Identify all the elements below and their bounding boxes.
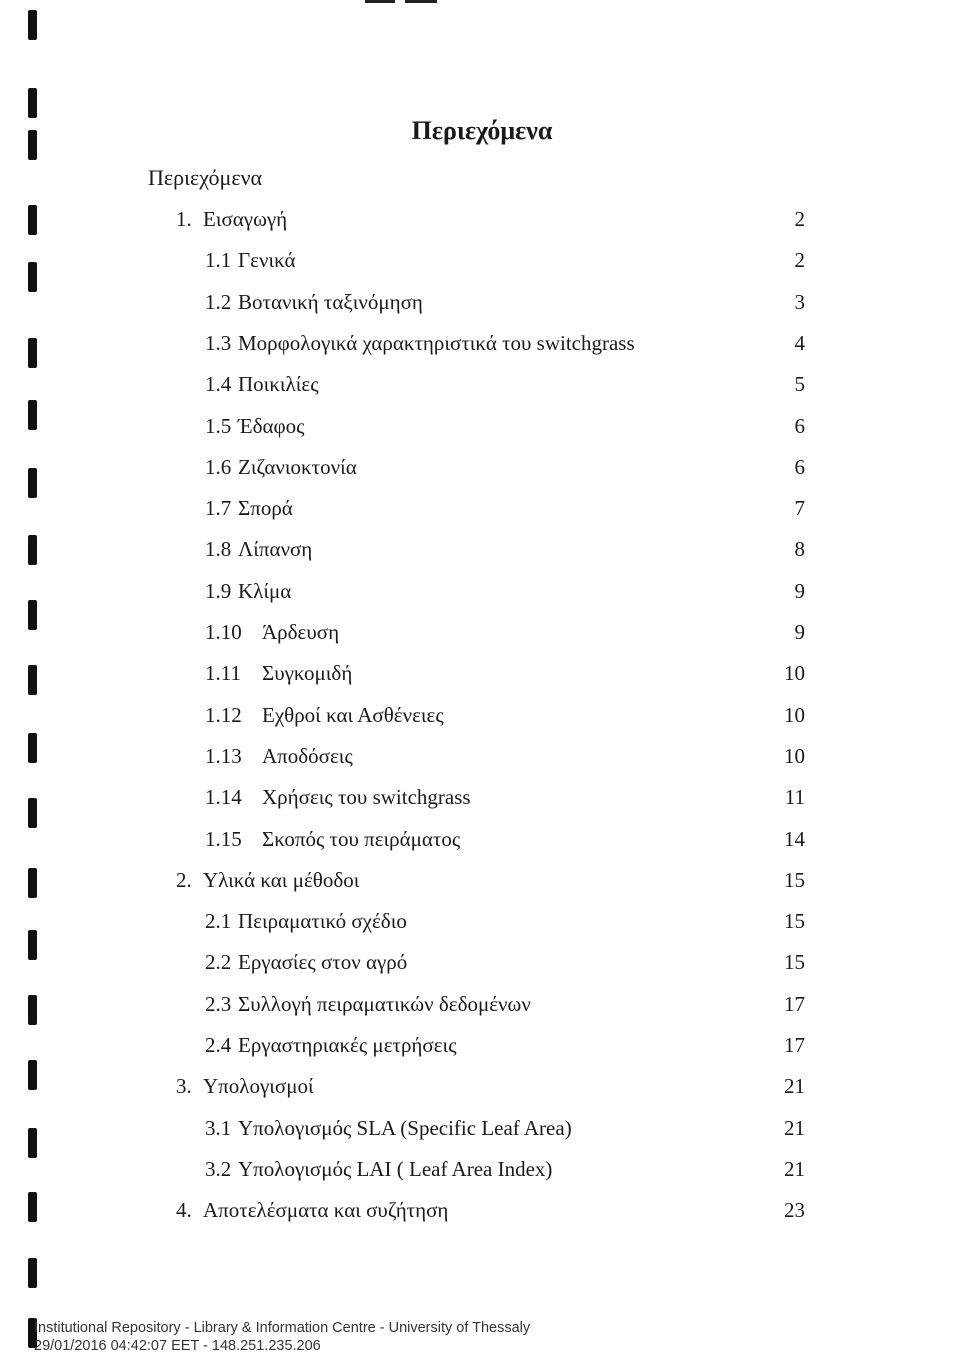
toc-entry [0, 658, 960, 688]
toc-entry-title: Συλλογή πειραματικών δεδομένων [238, 992, 531, 1016]
toc-entry-page: 21 [784, 1157, 805, 1181]
toc-entry [0, 617, 960, 647]
toc-entry-number: 1.13 [205, 744, 242, 768]
toc-entry [0, 865, 960, 895]
toc-entry-title: Λίπανση [238, 537, 313, 561]
toc-entry [0, 287, 960, 317]
toc-entry-page: 9 [794, 620, 805, 644]
toc-entry [0, 534, 960, 564]
toc-entry-page: 10 [784, 703, 805, 727]
binding-mark [28, 1258, 37, 1288]
toc-entry-number: 1.8 [205, 537, 232, 561]
toc-entry-title: Σκοπός του πειράματος [262, 827, 461, 851]
toc-entry-number: 3.1 [205, 1116, 232, 1140]
toc-entry-page: 15 [784, 950, 805, 974]
footer-line-1: Institutional Repository - Library & Information Centre - University of Thessaly [34, 1320, 531, 1336]
toc-entry-title: Έδαφος [238, 414, 305, 438]
footer-line-2: 29/01/2016 04:42:07 EET - 148.251.235.206 [34, 1338, 321, 1354]
toc-entry [0, 700, 960, 730]
toc-entry-page: 5 [794, 372, 805, 396]
toc-entry-title: Αποτελέσματα και συζήτηση [203, 1198, 449, 1222]
toc-entry-title: Εργασίες στον αγρό [238, 950, 408, 974]
scan-top-line [405, 0, 437, 3]
toc-entry-title: Γενικά [238, 248, 296, 272]
toc-entry-page: 23 [784, 1198, 805, 1222]
toc-entry-number: 2.1 [205, 909, 232, 933]
toc-entry [0, 1030, 960, 1060]
toc-entry-number: 2.4 [205, 1033, 232, 1057]
binding-mark [28, 88, 37, 118]
toc-entry-page: 2 [794, 248, 805, 272]
toc-entry-page: 2 [794, 207, 805, 231]
toc-entry-page: 17 [784, 992, 805, 1016]
toc-entry-title: Εργαστηριακές μετρήσεις [238, 1033, 457, 1057]
toc-entry-page: 9 [794, 579, 805, 603]
binding-mark [28, 10, 37, 40]
toc-entry-page: 3 [794, 290, 805, 314]
toc-entry-number: 1.3 [205, 331, 232, 355]
toc-entry-number: 1.7 [205, 496, 232, 520]
toc-entry-page: 17 [784, 1033, 805, 1057]
toc-entry-page: 15 [784, 868, 805, 892]
toc-entry-number: 4. [176, 1198, 192, 1222]
toc-entry-page: 11 [784, 785, 805, 809]
toc-entry-title: Υπολογισμός SLA (Specific Leaf Area) [238, 1116, 572, 1140]
toc-entry-number: 3. [176, 1074, 192, 1098]
toc-entry-title: Βοτανική ταξινόμηση [238, 290, 423, 314]
toc-entry-number: 2. [176, 868, 192, 892]
toc-entry-page: 15 [784, 909, 805, 933]
toc-entry-number: 1.1 [205, 248, 232, 272]
toc-entry-page: 21 [784, 1074, 805, 1098]
toc-entry [0, 906, 960, 936]
toc-entry [0, 1154, 960, 1184]
toc-entry [0, 411, 960, 441]
toc-entry-number: 1.14 [205, 785, 242, 809]
page-title-text: Περιεχόμενα [411, 116, 553, 145]
toc-entry-title: Αποδόσεις [262, 744, 353, 768]
toc-entry [0, 1071, 960, 1101]
toc-entry [0, 204, 960, 234]
toc-entry-number: 1.6 [205, 455, 232, 479]
toc-entry [0, 1113, 960, 1143]
toc-entry-page: 10 [784, 661, 805, 685]
toc-entry [0, 782, 960, 812]
toc-entry [0, 824, 960, 854]
toc-entry-number: 1.2 [205, 290, 232, 314]
toc-entry-page: 6 [794, 455, 805, 479]
toc-entry-title: Εχθροί και Ασθένειες [262, 703, 444, 727]
toc-entry-page: 7 [794, 496, 805, 520]
toc-entry [0, 493, 960, 523]
toc-entry [0, 245, 960, 275]
toc-entry-number: 1.15 [205, 827, 242, 851]
toc-entry-title: Μορφολογικά χαρακτηριστικά του switchgrass [238, 331, 635, 355]
toc-entry-title: Σπορά [238, 496, 293, 520]
toc-entry-page: 14 [784, 827, 805, 851]
toc-entry [0, 1195, 960, 1225]
toc-entry [0, 989, 960, 1019]
toc-entry-number: 2.3 [205, 992, 232, 1016]
toc-entry-page: 6 [794, 414, 805, 438]
toc-entry-number: 1.9 [205, 579, 232, 603]
toc-entry-number: 1.11 [205, 661, 241, 685]
toc-entry-number: 1.10 [205, 620, 242, 644]
toc-entry [0, 947, 960, 977]
toc-entry-title: Χρήσεις του switchgrass [262, 785, 471, 809]
toc-entry-number: 1.4 [205, 372, 232, 396]
toc-entry-number: 1. [176, 207, 192, 231]
toc-entry-number: 2.2 [205, 950, 232, 974]
toc-entry-title: Πειραματικό σχέδιο [238, 909, 407, 933]
toc-entry-number: 3.2 [205, 1157, 232, 1181]
toc-entry-page: 4 [794, 331, 805, 355]
toc-entry-title: Ποικιλίες [238, 372, 319, 396]
page-title [0, 116, 960, 146]
toc-entry [0, 576, 960, 606]
toc-entry-title: Υπολογισμός LAI ( Leaf Area Index) [238, 1157, 553, 1181]
toc-heading: Περιεχόμενα [148, 165, 263, 190]
toc-entry-title: Κλίμα [238, 579, 292, 603]
scan-top-line [365, 0, 395, 3]
toc-entry-title: Ζιζανιοκτονία [238, 455, 357, 479]
toc-entry [0, 328, 960, 358]
toc-entry-page: 10 [784, 744, 805, 768]
toc-entry-title: Συγκομιδή [262, 661, 353, 685]
toc-entry-number: 1.5 [205, 414, 232, 438]
toc-entry-number: 1.12 [205, 703, 242, 727]
toc-entry [0, 369, 960, 399]
toc-entry-title: Εισαγωγή [203, 207, 288, 231]
toc-entry [0, 741, 960, 771]
toc-entry-page: 21 [784, 1116, 805, 1140]
toc-entry-title: Υλικά και μέθοδοι [203, 868, 360, 892]
toc-entry-page: 8 [794, 537, 805, 561]
toc-entry-title: Υπολογισμοί [203, 1074, 314, 1098]
toc-entry-title: Άρδευση [262, 620, 340, 644]
toc-entry [0, 452, 960, 482]
